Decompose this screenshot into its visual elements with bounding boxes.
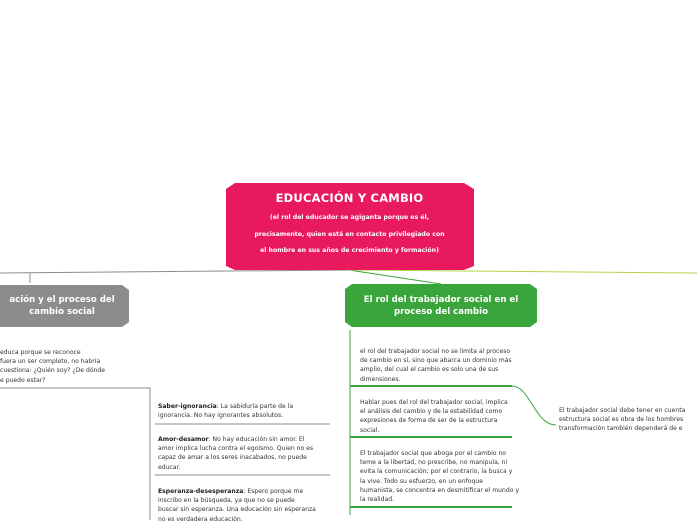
left-branch-title-line: cambio social	[29, 307, 95, 317]
middle-branch-title-line: proceso del cambio	[394, 307, 488, 317]
left-branch-note[interactable]	[0, 348, 130, 385]
note-line: la realidad.	[360, 496, 395, 504]
note-line: El trabajador social que aboga por el cambio no	[360, 450, 507, 457]
note-line: educar.	[158, 463, 181, 471]
note-line: educa porque se reconoce	[0, 349, 81, 356]
left-branch-node[interactable]	[0, 294, 124, 318]
sub-note-1[interactable]	[158, 402, 330, 420]
note-line: amplio, del cual el cambio es solo una de sus	[360, 366, 499, 374]
sub-note-term: Esperanza-desesperanza	[158, 488, 244, 495]
note-line: evita la comunicación; por el contrario, la busca y	[360, 468, 513, 476]
note-line: ignorancia. No hay ignorantes absolutos.	[158, 412, 284, 420]
root-title: EDUCACIÓN Y CAMBIO	[275, 191, 424, 205]
sub-note-term: Saber-ignorancia	[158, 403, 217, 410]
note-line: el rol del trabajador social no se limita al proceso	[360, 348, 511, 355]
connector-root-right	[349, 270, 697, 273]
root-subtitle	[232, 210, 467, 260]
note-line: fuera un ser completo, no habría	[0, 358, 101, 366]
right-note[interactable]	[559, 406, 697, 434]
left-spine	[130, 388, 150, 520]
connector-root-middle	[349, 270, 441, 284]
root-subtitle-line: (el rol del educador se agiganta porque es él,	[269, 214, 430, 221]
note-line: inscribo en la búsqueda, ya que no se puede	[158, 497, 295, 505]
note-line: El trabajador social debe tener en cuenta	[559, 407, 686, 414]
note-line	[158, 435, 330, 444]
sub-note-text: : Espero porque me	[243, 488, 304, 495]
note-line: e puedo estar?	[0, 376, 46, 384]
note-line: Hablar pues del rol del trabajador social, implica	[360, 399, 508, 406]
note-line: el análisis del cambio y de la estabilidad como	[360, 408, 503, 416]
note-line: estructura social es obra de los hombres	[559, 416, 684, 424]
note-line: expresiones de forma de ser de la estructura	[360, 417, 498, 425]
note-line: social.	[360, 426, 380, 434]
sub-note-2[interactable]	[158, 435, 330, 472]
connector-root-left	[0, 270, 349, 273]
middle-branch-title-line: El rol del trabajador social en el	[363, 295, 519, 305]
sub-note-text: : La sabiduría parte de la	[216, 403, 294, 410]
sub-note-3[interactable]	[158, 487, 338, 524]
middle-note-1[interactable]	[360, 347, 520, 384]
middle-note-2[interactable]	[360, 398, 520, 435]
root-subtitle-line: el hombre en sus años de crecimiento y formación)	[260, 247, 439, 254]
note-line: humanista, se concentra en desmitificar el mundo y	[360, 486, 520, 494]
note-line: de cambio en sí, sino que abarca un dominio más	[360, 357, 512, 365]
sub-note-text: : No hay educación sin amor. El	[208, 436, 305, 443]
middle-note-3[interactable]	[360, 449, 520, 504]
note-line: amor implica lucha contra el egoísmo. Quien no es	[158, 445, 314, 453]
sub-note-term: Amor-desamor	[158, 436, 209, 443]
note-line: teme a la libertad, no prescribe, no manipula, ni	[360, 459, 508, 467]
note-line: buscar sin esperanza. Una educación sin esperanza	[158, 506, 316, 514]
note-line: dimensiones.	[360, 375, 401, 383]
note-line: capaz de amar a los seres inacabados, no puede	[158, 454, 307, 462]
note-line: no es verdadera educación.	[158, 515, 243, 523]
note-line: la vive. Todo su esfuerzo, en un enfoque	[360, 477, 483, 485]
middle-branch-node[interactable]	[350, 294, 532, 318]
note-line	[158, 402, 330, 411]
note-line: cuestiona: ¿Quién soy? ¿De dónde	[0, 367, 106, 375]
root-node[interactable]	[226, 183, 473, 270]
note-line: transformación también dependerá de e	[559, 425, 683, 433]
left-branch-title-line: ación y el proceso del	[9, 295, 115, 305]
note-line	[158, 487, 338, 496]
root-subtitle-line: precisamente, quien está en contacto privilegiado con	[254, 230, 445, 238]
